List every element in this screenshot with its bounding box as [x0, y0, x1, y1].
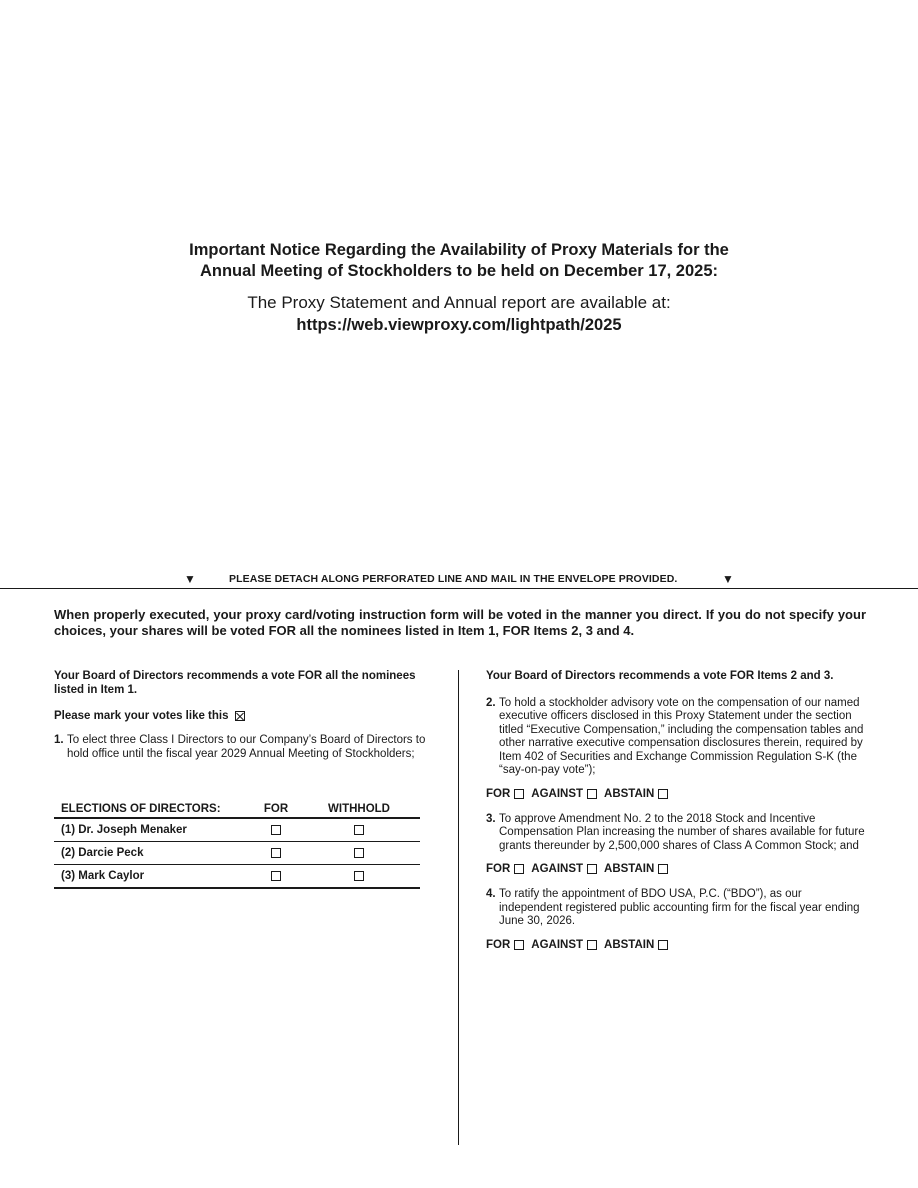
proposal-2 — [486, 697, 866, 778]
for-checkbox[interactable] — [271, 848, 281, 858]
proposal-text: To approve Amendment No. 2 to the 2018 Stock and Incentive Compensation Plan increasing the number of shares available for future grants thereunder by 2,500,000 shares of Class A Common Stock; and — [499, 812, 865, 852]
vote-label-for: FOR — [486, 863, 511, 875]
vote-label-for: FOR — [486, 938, 511, 951]
vote-options-4 — [486, 939, 866, 951]
withhold-checkbox[interactable] — [354, 871, 364, 881]
abstain-checkbox[interactable] — [658, 940, 668, 950]
proposal-text: To hold a stockholder advisory vote on the compensation of our named executive officers disclosed in this Proxy Statement under the section titled “Executive Compensation,” including the compensation tables and other narrative executive compensation disclosures therein, required by Item 402 of Securities and Exchange Commission Regulation S-K (the “say-on-pay vote”); — [499, 696, 864, 776]
proposal-number: 4. — [486, 888, 496, 900]
right-column — [486, 670, 866, 951]
vote-options-3 — [486, 863, 866, 875]
vote-options-2 — [486, 788, 866, 800]
detach-text: PLEASE DETACH ALONG PERFORATED LINE AND MAIL IN THE ENVELOPE PROVIDED. — [229, 573, 678, 585]
vote-label-against: AGAINST — [531, 787, 584, 800]
vote-label-abstain: ABSTAIN — [604, 938, 655, 951]
against-checkbox[interactable] — [587, 940, 597, 950]
voting-intro: When properly executed, your proxy card/voting instruction form will be voted in the manner you direct. If you do not specify your choices, your shares will be voted FOR all the nominees listed in Item 1, FOR Items 2, 3 and 4. — [54, 607, 866, 638]
proposal-text: To elect three Class I Directors to our Company’s Board of Directors to hold office until the fiscal year 2029 Annual Meeting of Stockholders; — [67, 734, 426, 760]
vote-label-against: AGAINST — [531, 863, 584, 875]
header-for: FOR — [263, 803, 289, 815]
vote-label-abstain: ABSTAIN — [604, 787, 655, 800]
vote-label-for: FOR — [486, 787, 511, 800]
withhold-checkbox[interactable] — [354, 848, 364, 858]
header-withhold: WITHHOLD — [328, 803, 390, 815]
nominee-name: (1) Dr. Joseph Menaker — [61, 824, 187, 836]
abstain-checkbox[interactable] — [658, 789, 668, 799]
vote-label-against: AGAINST — [531, 938, 584, 951]
proposal-1 — [54, 734, 434, 761]
board-recommendation-items: Your Board of Directors recommends a vote FOR Items 2 and 3. — [486, 670, 834, 682]
elections-table — [54, 801, 420, 889]
proposal-4 — [486, 888, 866, 929]
column-divider — [458, 670, 459, 1145]
table-row — [54, 865, 420, 889]
detach-instruction — [0, 572, 918, 588]
header-elections: ELECTIONS OF DIRECTORS: — [61, 803, 221, 815]
left-column — [54, 670, 434, 761]
proposal-number: 2. — [486, 696, 496, 709]
availability-text: The Proxy Statement and Annual report are available at: — [247, 293, 671, 312]
arrow-down-icon-left: ▼ — [184, 572, 196, 586]
withhold-checkbox[interactable] — [354, 825, 364, 835]
proposal-number: 3. — [486, 812, 496, 825]
for-checkbox[interactable] — [271, 871, 281, 881]
table-header — [54, 801, 420, 819]
nominee-name: (2) Darcie Peck — [61, 847, 144, 859]
for-checkbox[interactable] — [271, 825, 281, 835]
availability-notice — [0, 240, 918, 336]
against-checkbox[interactable] — [587, 864, 597, 874]
proxy-url[interactable]: https://web.viewproxy.com/lightpath/2025 — [296, 316, 622, 334]
marked-checkbox-icon — [235, 711, 245, 721]
for-checkbox[interactable] — [514, 864, 524, 874]
notice-title-line2: Annual Meeting of Stockholders to be held on December 17, 2025: — [199, 262, 719, 280]
vote-label-abstain: ABSTAIN — [604, 863, 655, 875]
proposal-number: 1. — [54, 734, 64, 746]
against-checkbox[interactable] — [587, 789, 597, 799]
nominee-name: (3) Mark Caylor — [61, 870, 145, 882]
table-row — [54, 819, 420, 842]
abstain-checkbox[interactable] — [658, 864, 668, 874]
table-row — [54, 842, 420, 865]
notice-title-line1: Important Notice Regarding the Availability of Proxy Materials for the — [189, 241, 729, 259]
board-recommendation-item1: Your Board of Directors recommends a vote FOR all the nominees listed in Item 1. — [54, 670, 416, 696]
proposal-3 — [486, 813, 866, 854]
perforated-line — [0, 588, 918, 589]
for-checkbox[interactable] — [514, 940, 524, 950]
arrow-down-icon-right: ▼ — [722, 572, 734, 586]
proposal-text: To ratify the appointment of BDO USA, P.C. (“BDO”), as our independent registered public accounting firm for the fiscal year ending June 30, 2026. — [499, 888, 860, 927]
mark-label: Please mark your votes like this — [54, 710, 229, 722]
mark-instruction — [54, 710, 434, 722]
for-checkbox[interactable] — [514, 789, 524, 799]
